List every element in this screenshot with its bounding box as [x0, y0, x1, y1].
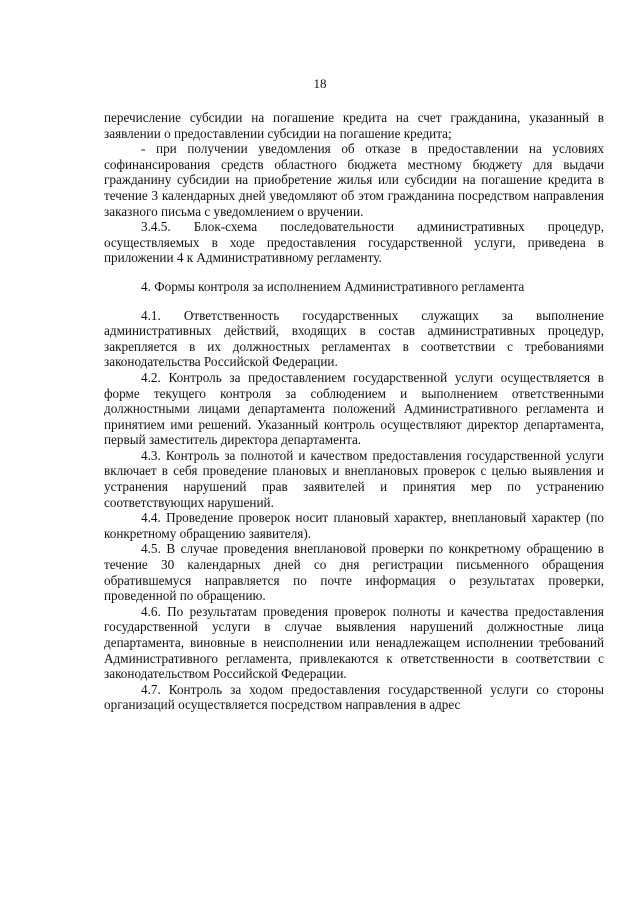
paragraph-4-4: 4.4. Проведение проверок носит плановый характер, внеплановый характер (по конкретному обращению заявителя).: [104, 510, 604, 541]
paragraph-4-2: 4.2. Контроль за предоставлением государственной услуги осуществляется в форме текущего контроля за соблюдением и выполнением ответственными должностными лицами департамента положений Административного регламента и принятием ими решений. Указанный контроль осуществляют директор департамента, первый заместитель директора департамента.: [104, 369, 604, 448]
paragraph-3-4-5: 3.4.5. Блок-схема последовательности административных процедур, осуществляемых в ходе предоставления государственной услуги, приведена в приложении 4 к Административному регламенту.: [104, 219, 604, 266]
section-heading-4: 4. Формы контроля за исполнением Административного регламента: [141, 278, 525, 294]
paragraph-refusal-notice: - при получении уведомления об отказе в предоставлении на условиях софинансирования средств областного бюджета местному бюджету для выдачи гражданину субсидии на приобретение жилья или субсидии на погашение кредита в течение 3 календарных дней уведомляют об этом гражданина посредством направления заказного письма с уведомлением о вручении.: [104, 141, 604, 219]
document-body: [104, 110, 604, 713]
paragraph-4-3: 4.3. Контроль за полнотой и качеством предоставления государственной услуги включает в себя проведение плановых и внеплановых проверок с целью выявления и устранения нарушений прав заявителей и принятия мер по устранению соответствующих нарушений.: [104, 447, 604, 510]
paragraph-4-6: 4.6. По результатам проведения проверок полноты и качества предоставления государственной услуги в случае выявления нарушений должностные лица департамента, виновные в неисполнении или ненадлежащем исполнении требований Административного регламента, привлекаются к ответственности в соответствии с законодательством Российской Федерации.: [104, 603, 604, 682]
paragraph-continuation: перечисление субсидии на погашение кредита на счет гражданина, указанный в заявлении о предоставлении субсидии на погашение кредита;: [104, 110, 604, 141]
paragraph-4-5: 4.5. В случае проведения внеплановой проверки по конкретному обращению в течение 30 календарных дней со дня регистрации письменного обращения обратившемуся направляется по почте информация о результатах проверки, проведенной по обращению.: [104, 541, 604, 604]
paragraph-4-7: 4.7. Контроль за ходом предоставления государственной услуги со стороны организаций осуществляется посредством направления в адрес: [104, 681, 604, 713]
page-number: 18: [313, 76, 327, 91]
paragraph-4-1: 4.1. Ответственность государственных служащих за выполнение административных действий, входящих в состав административных процедур, закрепляется в их должностных регламентах в соответствии с требованиями законодательства Российской Федерации.: [104, 307, 604, 370]
